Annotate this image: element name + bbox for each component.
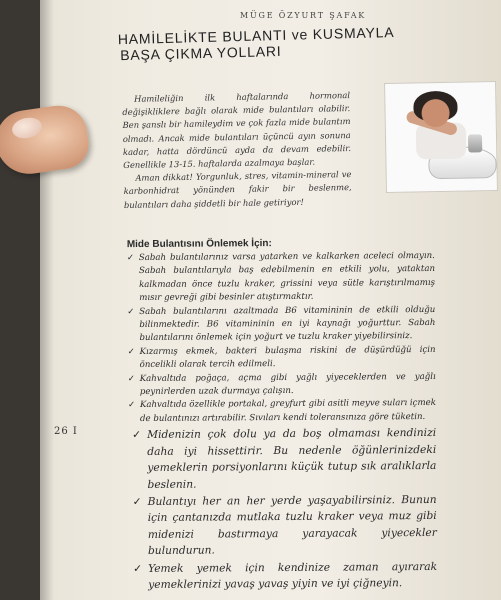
intro-paragraph-1: Hamileliğin ilk haftalarında hormonal değişikliklere bağlı olarak mide bulantıları olabilir. Ben şanslı bir hamileydim ve çok fazla mide bulantım olmadı. Ancak mide bulantıları üçüncü ayın sonuna kadar, hatta dördüncü ayda da devam edebilir. Genellikle 13-15. haftalarda azalmaya başlar. bbox=[122, 90, 352, 171]
tips-section bbox=[127, 237, 437, 593]
check-icon: ✓ bbox=[127, 306, 135, 317]
tips-list-small bbox=[127, 250, 436, 426]
tip-item bbox=[127, 304, 435, 346]
check-icon: ✓ bbox=[127, 400, 136, 411]
section-title-line-1: HAMİLELİKTE BULANTI ve KUSMAYLA bbox=[117, 23, 395, 48]
tip-text: Midenizin çok dolu ya da boş olmaması kendinizi daha iyi hissettirir. Bu nedenle öğünlerinizdeki yemeklerin porsiyonlarını küçük tutup sık aralıklarla beslenin. bbox=[147, 426, 437, 491]
tip-item bbox=[128, 397, 436, 426]
nausea-photo bbox=[384, 81, 498, 193]
tip-text: Bulantıyı her an her yerde yaşayabilirsiniz. Bunun için çantanızda mutlaka tuzlu kraker veya muz gibi midenizi bastırmaya yarayacak yiyecekler bulundurun. bbox=[147, 492, 437, 558]
tip-item bbox=[128, 344, 436, 373]
check-icon: ✓ bbox=[127, 346, 135, 357]
check-icon: ✓ bbox=[132, 494, 142, 508]
tip-text: Yemek yemek için kendinize zaman ayırarak yemeklerinizi yavaş yavaş yiyin ve iyi çiğneyin. bbox=[148, 559, 438, 591]
check-icon: ✓ bbox=[133, 561, 143, 575]
tip-text: Kahvaltıda özellikle portakal, greyfurt gibi asitli meyve suları içmek de bulantınızı artırabilir. Sıvıları kendi toleransınıza göre tüketin. bbox=[139, 398, 436, 424]
tip-text: Kahvaltıda poğaça, açma gibi yağlı yiyeceklerden ve yağlı peynirlerden uzak durmaya çalışın. bbox=[139, 371, 436, 398]
tip-item bbox=[127, 250, 435, 306]
intro-text bbox=[122, 89, 352, 212]
tip-text: Sabah bulantılarını azaltmada B6 vitamininin de etkili olduğu bilinmektedir. B6 vitamininin en iyi kaynağı yoğurttur. Sabah bulantılarını önlemek için yoğurt ve tuzlu kraker yiyebilirsiniz. bbox=[139, 304, 436, 344]
check-icon: ✓ bbox=[126, 253, 135, 264]
check-icon: ✓ bbox=[127, 373, 135, 384]
section-title-line-2: BAŞA ÇIKMA YOLLARI bbox=[120, 42, 282, 64]
book-page bbox=[40, 0, 501, 600]
tip-item bbox=[133, 558, 437, 593]
tips-list-large bbox=[132, 425, 437, 593]
running-header: MÜGE ÖZYURT ŞAFAK bbox=[240, 11, 367, 20]
tip-text: Sabah bulantılarınız varsa yatarken ve kalkarken aceleci olmayın. Sabah bulantılarıyla baş edebilmenin en etkili yolu, yataktan kalkmadan önce tuzlu kraker, grissini veya sütle karıştırılmamış mısır gevreği gibi besinler atıştırmaktır. bbox=[138, 250, 436, 304]
tip-text: Kızarmış ekmek, bakteri bulaşma riskini de düşürdüğü için öncelikli olarak tercih edilmeli. bbox=[139, 344, 436, 371]
section-title bbox=[114, 22, 445, 65]
check-icon: ✓ bbox=[132, 428, 142, 442]
tip-item bbox=[132, 425, 436, 493]
tip-item bbox=[128, 371, 436, 400]
page-number: 26 I bbox=[54, 426, 78, 437]
spine-shadow bbox=[40, 0, 54, 600]
tips-heading: Mide Bulantısını Önlemek İçin: bbox=[126, 238, 272, 251]
tip-item bbox=[133, 492, 437, 560]
intro-paragraph-2: Aman dikkat! Yorgunluk, stres, vitamin-mineral ve karbonhidrat yönünden fakir bir beslenme, bulantıları daha şiddetli bir hale getiriyor! bbox=[123, 169, 352, 210]
faucet-shape bbox=[468, 134, 482, 152]
